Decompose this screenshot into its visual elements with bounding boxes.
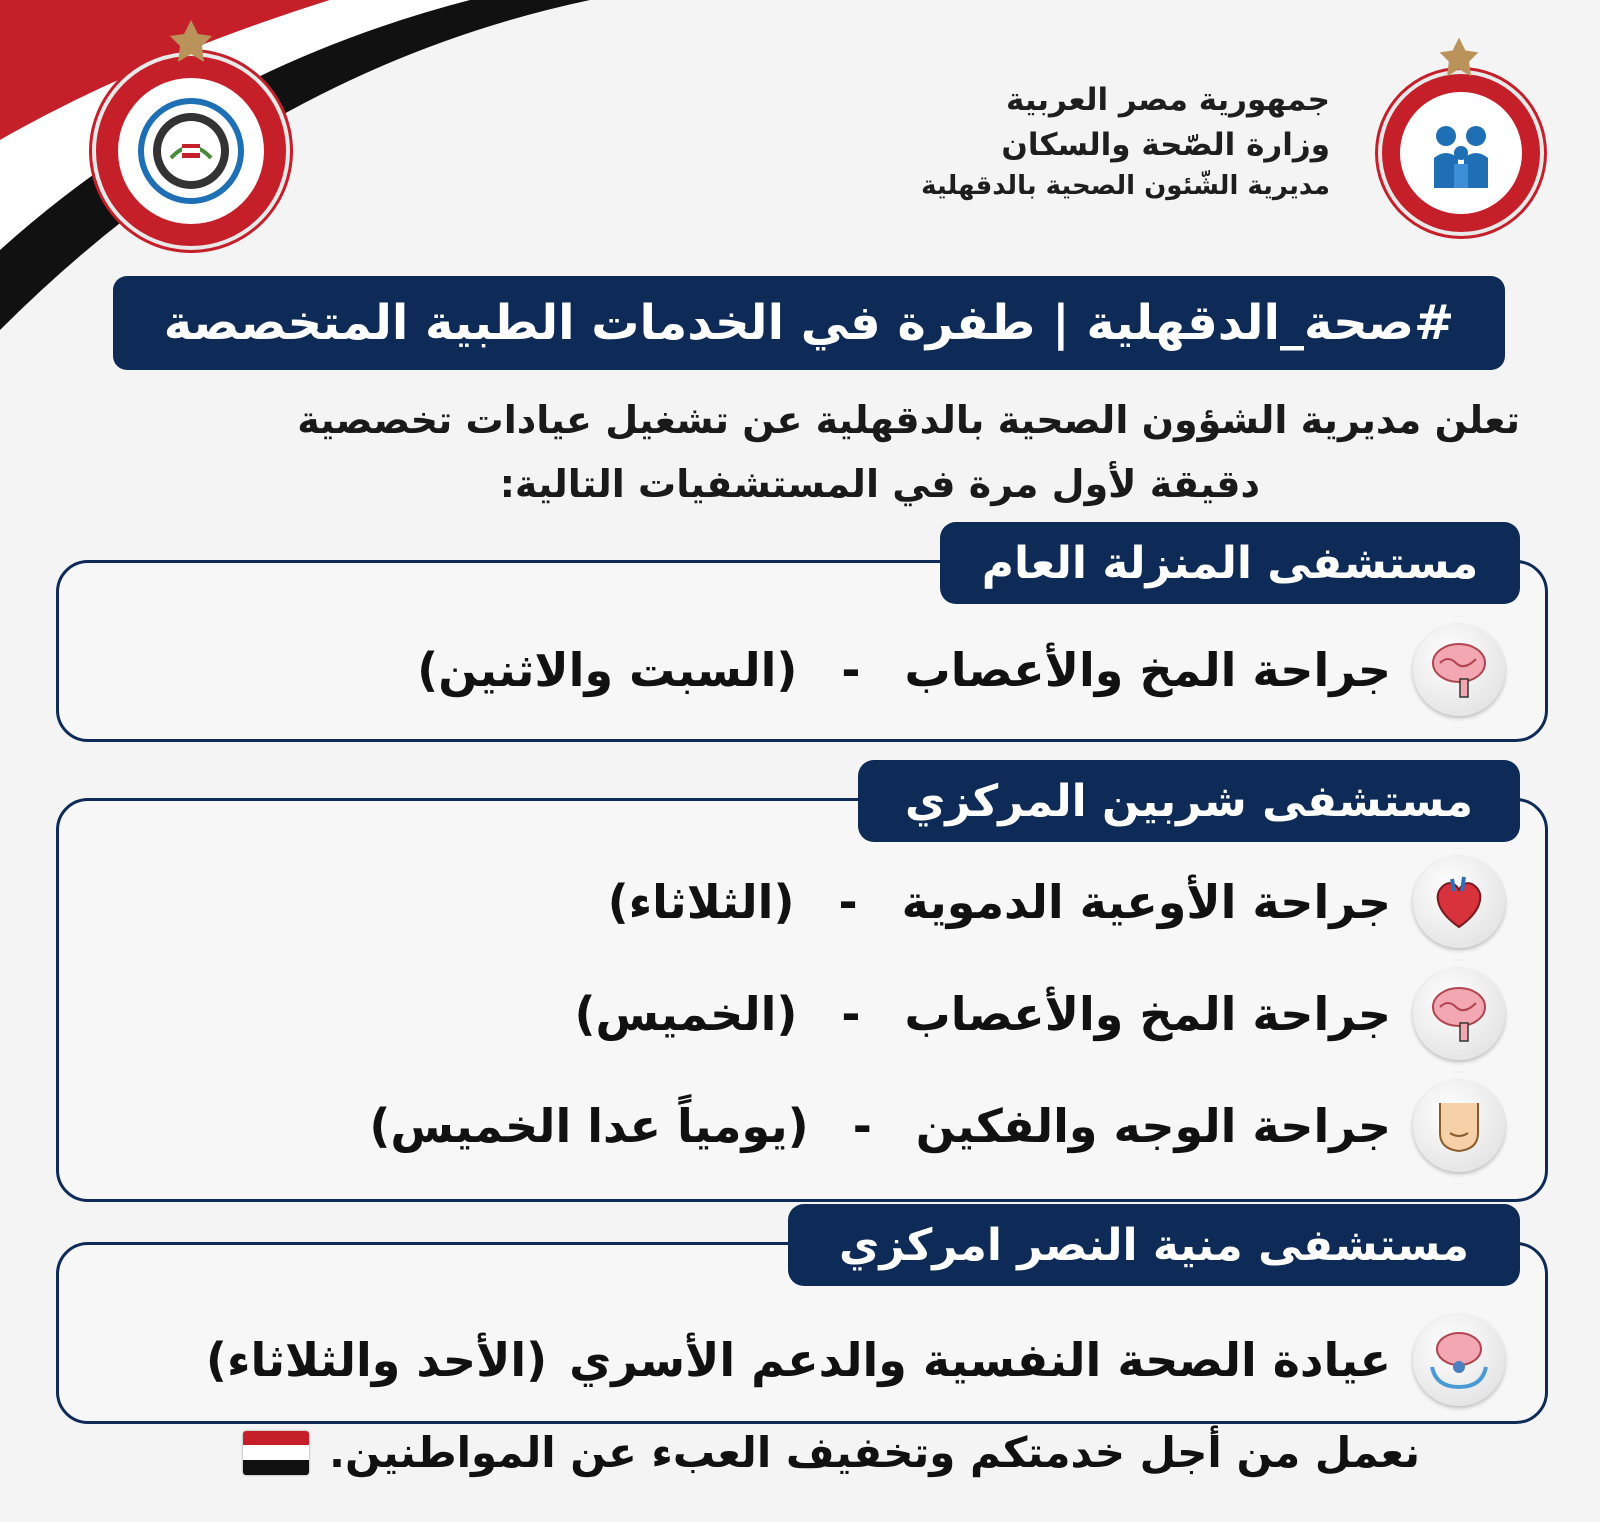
footer-slogan	[180, 1428, 1420, 1477]
heart-icon	[1413, 856, 1505, 948]
org-directorate: مديرية الشّئون الصحية بالدقهلية	[921, 170, 1330, 201]
page-title: #صحة_الدقهلية | طفرة في الخدمات الطبية المتخصصة	[113, 276, 1505, 370]
directorate-seal-logo	[92, 52, 290, 250]
service-separator: -	[841, 987, 861, 1041]
organization-header	[921, 78, 1330, 206]
service-days: (الأحد والثلاثاء)	[205, 1333, 548, 1387]
service-separator: -	[838, 875, 858, 929]
brain-icon	[1413, 624, 1505, 716]
service-separator: -	[852, 1099, 872, 1153]
egypt-flag-icon	[243, 1431, 309, 1475]
hospital-name: مستشفى المنزلة العام	[940, 522, 1520, 604]
service-item	[608, 856, 1505, 948]
footer-text: نعمل من أجل خدمتكم وتخفيف العبء عن المواطنين.	[329, 1428, 1420, 1477]
service-name: جراحة المخ والأعصاب	[904, 643, 1391, 697]
intro-text	[60, 388, 1520, 516]
service-item	[206, 1314, 1505, 1406]
service-days: (الثلاثاء)	[607, 875, 795, 929]
service-days: (الخميس)	[574, 987, 798, 1041]
mental-health-icon	[1413, 1314, 1505, 1406]
service-days: (يومياً عدا الخميس)	[369, 1099, 809, 1153]
ministry-seal-logo	[1378, 70, 1544, 236]
intro-line-1: تعلن مديرية الشؤون الصحية بالدقهلية عن تشغيل عيادات تخصصية	[297, 398, 1520, 442]
org-country: جمهورية مصر العربية	[1005, 82, 1330, 118]
face-icon	[1413, 1080, 1505, 1172]
hospital-name: مستشفى منية النصر امركزي	[788, 1204, 1520, 1286]
service-days: (السبت والاثنين)	[417, 643, 798, 697]
service-item	[417, 624, 1505, 716]
service-item	[575, 968, 1506, 1060]
intro-line-2: دقيقة لأول مرة في المستشفيات التالية:	[499, 462, 1260, 506]
hospital-name: مستشفى شربين المركزي	[858, 760, 1520, 842]
service-name: جراحة المخ والأعصاب	[904, 987, 1391, 1041]
service-item	[369, 1080, 1505, 1172]
service-name: جراحة الأوعية الدموية	[901, 875, 1391, 929]
org-ministry: وزارة الصّحة والسكان	[1001, 126, 1330, 163]
brain-icon	[1413, 968, 1505, 1060]
service-separator: -	[841, 643, 861, 697]
service-name: عيادة الصحة النفسية والدعم الأسري	[569, 1333, 1391, 1387]
service-name: جراحة الوجه والفكين	[915, 1099, 1391, 1153]
